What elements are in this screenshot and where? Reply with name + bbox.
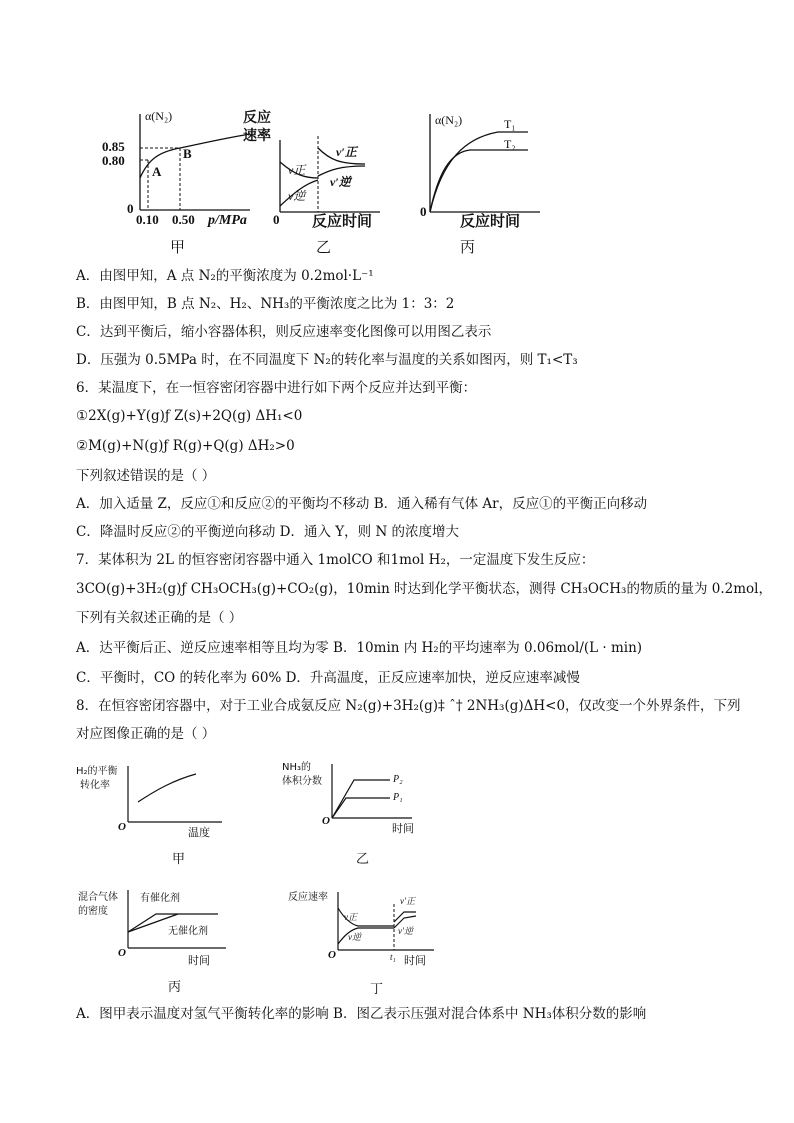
tick-085: 0.85 bbox=[102, 139, 125, 154]
tick-080: 0.80 bbox=[102, 153, 125, 168]
origin: O bbox=[322, 815, 330, 827]
y-label: 反应速率 bbox=[288, 892, 328, 903]
label-v-rev-prime: v′逆 bbox=[330, 175, 351, 189]
label-v-rev-prime: v′逆 bbox=[398, 926, 413, 936]
q7-ask: 下列有关叙述正确的是（ ） bbox=[76, 610, 243, 626]
y-label-2: 转化率 bbox=[80, 780, 110, 791]
q5-option-a: A．由图甲知，A 点 N₂的平衡浓度为 0.2mol·L⁻¹ bbox=[76, 268, 374, 284]
p2-curve bbox=[332, 780, 390, 818]
x-tick-050: 0.50 bbox=[172, 212, 195, 227]
h2-conversion-curve bbox=[138, 774, 196, 802]
x-tick-010: 0.10 bbox=[136, 212, 159, 227]
figure-yi-bottom bbox=[282, 758, 422, 838]
caption-jia-bottom: 甲 bbox=[172, 852, 186, 867]
caption-bing-top: 丙 bbox=[460, 238, 476, 256]
origin: O bbox=[328, 949, 336, 961]
label-v-rev: v逆 bbox=[348, 932, 361, 942]
caption-ding-bottom: 丁 bbox=[370, 982, 384, 997]
x-label: 时间 bbox=[188, 954, 210, 967]
label-v-fwd: v正 bbox=[288, 163, 306, 177]
caption-yi-top: 乙 bbox=[316, 238, 332, 256]
figure-yi-top bbox=[240, 100, 390, 230]
label-without-catalyst: 无催化剂 bbox=[168, 926, 208, 937]
origin: 0 bbox=[273, 212, 280, 227]
q6-options-ab: A．加入适量 Z，反应①和反应②的平衡均不移动 B．通入稀有气体 Ar，反应①的平衡正向移动 bbox=[76, 496, 648, 512]
x-label: 反应时间 bbox=[460, 214, 521, 230]
origin: 0 bbox=[127, 201, 134, 216]
q6-reaction-2: ②M(g)+N(g)ƒ R(g)+Q(g) ΔH₂>0 bbox=[76, 438, 295, 454]
x-label: 时间 bbox=[392, 822, 414, 835]
label-with-catalyst: 有催化剂 bbox=[140, 893, 180, 904]
figure-ding-bottom bbox=[288, 884, 438, 966]
x-label: p/MPa bbox=[208, 213, 247, 228]
t2-curve bbox=[430, 150, 528, 212]
label-v-fwd-prime: v′正 bbox=[400, 896, 415, 906]
origin: 0 bbox=[420, 204, 427, 219]
q8-stem: 8．在恒容密闭容器中，对于工业合成氨反应 N₂(g)+3H₂(g)‡ ˆ† 2NH₃(g)ΔH<0，仅改变一个外界条件，下列 bbox=[76, 698, 741, 714]
y-label-2: 体积分数 bbox=[282, 776, 322, 787]
p1-curve bbox=[332, 798, 390, 818]
q8-options-ab: A．图甲表示温度对氢气平衡转化率的影响 B．图乙表示压强对混合体系中 NH₃体积分数的影响 bbox=[76, 1006, 647, 1022]
y-label-1: NH₃的 bbox=[282, 762, 312, 773]
y-label: α(N₂) bbox=[145, 109, 173, 123]
label-t1: T₁ bbox=[504, 117, 516, 131]
v-rev-curve bbox=[338, 928, 394, 944]
figure-jia-bottom bbox=[76, 760, 236, 840]
q6-stem: 6．某温度下，在一恒容密闭容器中进行如下两个反应并达到平衡： bbox=[76, 380, 477, 396]
q7-options-ab: A．达平衡后正、逆反应速率相等且均为零 B．10min 内 H₂的平均速率为 0.06mol/(L · min) bbox=[76, 640, 643, 656]
y-label-1: 反应 bbox=[243, 111, 271, 126]
label-t1: t₁ bbox=[390, 952, 396, 962]
q5-option-b: B．由图甲知，B 点 N₂、H₂、NH₃的平衡浓度之比为 1：3：2 bbox=[76, 296, 455, 312]
label-p1: P₁ bbox=[393, 792, 403, 803]
point-b: B bbox=[183, 146, 192, 161]
q7-equation: 3CO(g)+3H₂(g)ƒ CH₃OCH₃(g)+CO₂(g)，10min 时达到化学平衡状态，测得 CH₃OCH₃的物质的量为 0.2mol， bbox=[76, 581, 772, 597]
label-p2: P₂ bbox=[393, 774, 403, 785]
point-a: A bbox=[152, 164, 162, 179]
q6-reaction-1: ①2X(g)+Y(g)ƒ Z(s)+2Q(g) ΔH₁<0 bbox=[76, 408, 303, 424]
label-t2: T₂ bbox=[504, 137, 516, 151]
x-label: 反应时间 bbox=[312, 214, 373, 230]
q6-options-cd: C．降温时反应②的平衡逆向移动 D．通入 Y，则 N 的浓度增大 bbox=[76, 524, 460, 540]
caption-yi-bottom: 乙 bbox=[356, 852, 370, 867]
y-label-1: H₂的平衡 bbox=[76, 766, 118, 777]
label-v-fwd: v正 bbox=[344, 912, 357, 922]
q5-option-d: D．压强为 0.5MPa 时，在不同温度下 N₂的转化率与温度的关系如图丙，则 T₁<T₃ bbox=[76, 352, 578, 368]
label-v-rev: v逆 bbox=[288, 189, 306, 203]
figure-bing-bottom bbox=[78, 884, 238, 966]
q7-options-cd: C．平衡时，CO 的转化率为 60% D．升高温度，正反应速率加快，逆反应速率减慢 bbox=[76, 670, 580, 686]
q5-option-c: C．达到平衡后，缩小容器体积，则反应速率变化图像可以用图乙表示 bbox=[76, 324, 492, 340]
caption-jia-top: 甲 bbox=[170, 238, 186, 256]
caption-bing-bottom: 丙 bbox=[168, 980, 182, 995]
y-label: α(N₂) bbox=[435, 113, 463, 127]
q8-ask: 对应图像正确的是（ ） bbox=[76, 726, 216, 742]
origin: O bbox=[118, 821, 126, 833]
q6-ask: 下列叙述错误的是（ ） bbox=[76, 468, 216, 484]
x-label: 温度 bbox=[188, 826, 210, 839]
figure-bing-top bbox=[410, 100, 550, 230]
origin: O bbox=[118, 947, 126, 959]
label-v-fwd-prime: v′正 bbox=[336, 145, 357, 159]
y-label-1: 混合气体 bbox=[78, 892, 118, 903]
q7-stem: 7．某体积为 2L 的恒容密闭容器中通入 1molCO 和1mol H₂，一定温度下发生反应： bbox=[76, 552, 595, 568]
y-label-2: 速率 bbox=[243, 129, 271, 144]
y-label-2: 的密度 bbox=[78, 906, 108, 917]
x-label: 时间 bbox=[404, 954, 426, 967]
